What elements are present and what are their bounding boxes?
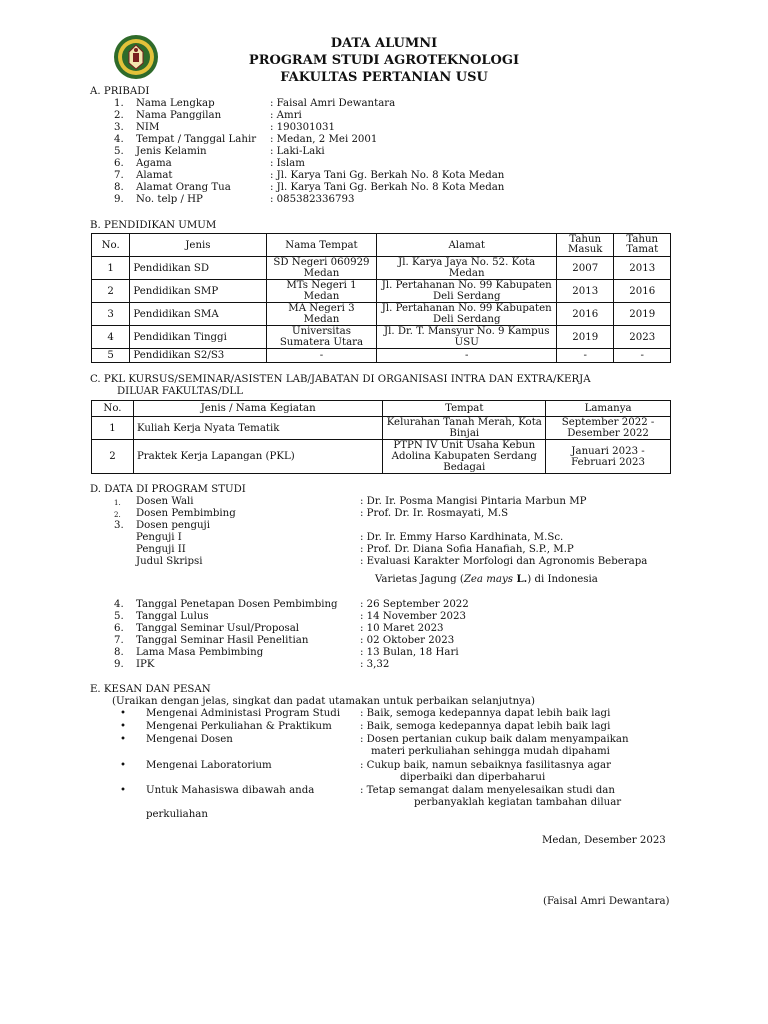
table-cell: Pendidikan SMA — [130, 303, 266, 326]
section-d-heading: D. DATA DI PROGRAM STUDI — [90, 484, 246, 495]
table-cell: 2 — [92, 440, 134, 474]
pribadi-label: Alamat — [136, 170, 173, 181]
item-number: 6. — [114, 623, 124, 634]
kesan-note: (Uraikan dengan jelas, singkat dan padat utamakan untuk perbaikan selanjutnya) — [112, 696, 535, 707]
prodi-label: IPK — [136, 659, 155, 670]
table-cell: Jl. Pertahanan No. 99 Kabupaten Deli Serdang — [377, 280, 557, 303]
table-cell: Januari 2023 - Februari 2023 — [546, 440, 671, 474]
pribadi-label: Alamat Orang Tua — [136, 182, 231, 193]
prodi-value: : 26 September 2022 — [360, 599, 469, 610]
table-cell: MTs Negeri 1 Medan — [266, 280, 377, 303]
table-cell: 2013 — [557, 280, 614, 303]
table-row — [92, 326, 671, 349]
kesan-admin-value: : Baik, semoga kedepannya dapat lebih baik lagi — [360, 708, 611, 719]
item-number: 1. — [114, 98, 124, 109]
table-cell: 1 — [92, 417, 134, 440]
table-cell: Pendidikan Tinggi — [130, 326, 266, 349]
doc-subtitle-program: PROGRAM STUDI AGROTEKNOLOGI — [248, 53, 520, 68]
table-cell: PTPN IV Unit Usaha Kebun Adolina Kabupaten Serdang Bedagai — [383, 440, 546, 474]
pribadi-label: Nama Panggilan — [136, 110, 222, 121]
table-cell: Kelurahan Tanah Merah, Kota Binjai — [383, 417, 546, 440]
table-row — [92, 417, 671, 440]
prodi-label: Tanggal Penetapan Dosen Pembimbing — [136, 599, 338, 610]
item-number: 7. — [114, 170, 124, 181]
table-cell: Jl. Karya Jaya No. 52. Kota Medan — [377, 257, 557, 280]
prodi-label: Tanggal Lulus — [136, 611, 209, 622]
pribadi-value: : 190301031 — [270, 122, 336, 133]
section-e-heading: E. KESAN DAN PESAN — [90, 684, 211, 695]
dosen-wali-label: Dosen Wali — [136, 496, 194, 507]
pribadi-value: : Jl. Karya Tani Gg. Berkah No. 8 Kota Medan — [270, 182, 505, 193]
item-number: 8. — [114, 182, 124, 193]
table-cell: - — [377, 349, 557, 363]
table-row — [92, 257, 671, 280]
col-header: No. — [92, 234, 130, 257]
penguji-label: Dosen penguji — [136, 520, 210, 531]
pribadi-value: : Jl. Karya Tani Gg. Berkah No. 8 Kota Medan — [270, 170, 505, 181]
prodi-value: : 13 Bulan, 18 Hari — [360, 647, 459, 658]
table-cell: Pendidikan SD — [130, 257, 266, 280]
table-cell: 4 — [92, 326, 130, 349]
table-cell: Jl. Dr. T. Mansyur No. 9 Kampus USU — [377, 326, 557, 349]
table-cell: 2 — [92, 280, 130, 303]
education-table — [91, 233, 671, 363]
table-cell: Pendidikan SMP — [130, 280, 266, 303]
table-cell: September 2022 - Desember 2022 — [546, 417, 671, 440]
pribadi-label: Agama — [136, 158, 172, 169]
kesan-dosen-label: Mengenai Dosen — [146, 734, 233, 745]
kesan-dosen-value: : Dosen pertanian cukup baik dalam menyampaikan — [360, 734, 629, 745]
col-header: Tahun Masuk — [557, 234, 614, 257]
bullet: • — [120, 721, 127, 732]
item-number: 9. — [114, 659, 124, 670]
table-cell: 2023 — [614, 326, 671, 349]
col-header: Tahun Tamat — [614, 234, 671, 257]
table-cell: Universitas Sumatera Utara — [266, 326, 377, 349]
item-number: 3. — [114, 520, 124, 531]
table-cell: 1 — [92, 257, 130, 280]
pribadi-label: Nama Lengkap — [136, 98, 215, 109]
col-header: Lamanya — [546, 401, 671, 417]
prodi-label: Lama Masa Pembimbing — [136, 647, 264, 658]
section-c-heading: C. PKL KURSUS/SEMINAR/ASISTEN LAB/JABATAN DI ORGANISASI INTRA DAN EXTRA/KERJA — [90, 374, 591, 385]
pembimbing-value: : Prof. Dr. Ir. Rosmayati, M.S — [360, 508, 509, 519]
activity-table — [91, 400, 671, 474]
table-cell: 2016 — [557, 303, 614, 326]
kesan-kuliah-value: : Baik, semoga kedepannya dapat lebih baik lagi — [360, 721, 611, 732]
col-header: No. — [92, 401, 134, 417]
table-cell: Pendidikan S2/S3 — [130, 349, 266, 363]
penguji1-label: Penguji I — [136, 532, 182, 543]
table-cell: 2016 — [614, 280, 671, 303]
item-number: 5. — [114, 611, 124, 622]
col-header: Nama Tempat — [266, 234, 377, 257]
table-row — [92, 280, 671, 303]
table-cell: 2019 — [614, 303, 671, 326]
table-cell: 2007 — [557, 257, 614, 280]
kesan-mahasiswa-label: Untuk Mahasiswa dibawah anda — [146, 785, 315, 796]
pribadi-value: : Faisal Amri Dewantara — [270, 98, 396, 109]
dosen-wali-value: : Dr. Ir. Posma Mangisi Pintaria Marbun MP — [360, 496, 587, 507]
item-number: 9. — [114, 194, 124, 205]
item-number: 2. — [114, 511, 121, 519]
pribadi-value: : Amri — [270, 110, 302, 121]
pembimbing-label: Dosen Pembimbing — [136, 508, 236, 519]
kesan-mahasiswa-label-cont: perkuliahan — [146, 809, 208, 820]
item-number: 3. — [114, 122, 124, 133]
table-cell: 2019 — [557, 326, 614, 349]
section-a-heading: A. PRIBADI — [90, 86, 150, 97]
judul-value-cont: Varietas Jagung (Zea mays L.) di Indonesia — [375, 573, 598, 585]
table-cell: - — [614, 349, 671, 363]
table-cell: - — [557, 349, 614, 363]
item-number: 5. — [114, 146, 124, 157]
pribadi-value: : Laki-Laki — [270, 146, 325, 157]
penguji2-value: : Prof. Dr. Diana Sofia Hanafiah, S.P., M.P — [360, 544, 574, 555]
table-row — [92, 303, 671, 326]
pribadi-label: Jenis Kelamin — [136, 146, 207, 157]
table-header-row — [92, 234, 671, 257]
kesan-admin-label: Mengenai Administasi Program Studi — [146, 708, 341, 719]
pribadi-value: : Medan, 2 Mei 2001 — [270, 134, 378, 145]
col-header: Alamat — [377, 234, 557, 257]
bullet: • — [120, 734, 127, 745]
table-cell: 2013 — [614, 257, 671, 280]
doc-title: DATA ALUMNI — [330, 36, 438, 51]
kesan-lab-value-cont: diperbaiki dan diperbaharui — [400, 772, 546, 783]
table-header-row — [92, 401, 671, 417]
pribadi-value: : Islam — [270, 158, 305, 169]
item-number: 4. — [114, 134, 124, 145]
judul-label: Judul Skripsi — [136, 556, 203, 567]
penguji2-label: Penguji II — [136, 544, 186, 555]
col-header: Tempat — [383, 401, 546, 417]
section-c-heading-cont: DILUAR FAKULTAS/DLL — [117, 386, 243, 397]
doc-subtitle-faculty: FAKULTAS PERTANIAN USU — [280, 70, 488, 85]
pribadi-value: : 085382336793 — [270, 194, 355, 205]
item-number: 4. — [114, 599, 124, 610]
item-number: 7. — [114, 635, 124, 646]
prodi-value: : 10 Maret 2023 — [360, 623, 444, 634]
judul-value: : Evaluasi Karakter Morfologi dan Agronomis Beberapa — [360, 556, 648, 567]
kesan-mahasiswa-value: : Tetap semangat dalam menyelesaikan studi dan — [360, 785, 615, 796]
kesan-lab-value: : Cukup baik, namun sebaiknya fasilitasnya agar — [360, 760, 612, 771]
pribadi-label: NIM — [136, 122, 160, 133]
item-number: 2. — [114, 110, 124, 121]
table-cell: - — [266, 349, 377, 363]
prodi-value: : 14 November 2023 — [360, 611, 466, 622]
prodi-value: : 3,32 — [360, 659, 390, 670]
table-cell: Jl. Pertahanan No. 99 Kabupaten Deli Serdang — [377, 303, 557, 326]
penguji1-value: : Dr. Ir. Emmy Harso Kardhinata, M.Sc. — [360, 532, 564, 543]
prodi-label: Tanggal Seminar Hasil Penelitian — [136, 635, 309, 646]
kesan-mahasiswa-value-cont: perbanyaklah kegiatan tambahan diluar — [414, 797, 622, 808]
item-number: 1. — [114, 499, 121, 507]
table-cell: 3 — [92, 303, 130, 326]
col-header: Jenis / Nama Kegiatan — [133, 401, 382, 417]
kesan-lab-label: Mengenai Laboratorium — [146, 760, 272, 771]
table-cell: Kuliah Kerja Nyata Tematik — [133, 417, 382, 440]
bullet: • — [120, 760, 127, 771]
bullet: • — [120, 785, 127, 796]
table-cell: SD Negeri 060929 Medan — [266, 257, 377, 280]
pribadi-label: No. telp / HP — [136, 194, 203, 205]
item-number: 8. — [114, 647, 124, 658]
item-number: 6. — [114, 158, 124, 169]
section-b-heading: B. PENDIDIKAN UMUM — [90, 220, 217, 231]
kesan-dosen-value-cont: materi perkuliahan sehingga mudah dipahami — [371, 746, 610, 757]
bullet: • — [120, 708, 127, 719]
table-cell: Praktek Kerja Lapangan (PKL) — [133, 440, 382, 474]
place-date: Medan, Desember 2023 — [542, 835, 666, 846]
prodi-label: Tanggal Seminar Usul/Proposal — [136, 623, 300, 634]
table-cell: MA Negeri 3 Medan — [266, 303, 377, 326]
pribadi-label: Tempat / Tanggal Lahir — [136, 134, 257, 145]
table-cell: 5 — [92, 349, 130, 363]
kesan-kuliah-label: Mengenai Perkuliahan & Praktikum — [146, 721, 332, 732]
table-row — [92, 440, 671, 474]
table-row — [92, 349, 671, 363]
prodi-value: : 02 Oktober 2023 — [360, 635, 455, 646]
signature-name: (Faisal Amri Dewantara) — [543, 896, 670, 907]
col-header: Jenis — [130, 234, 266, 257]
